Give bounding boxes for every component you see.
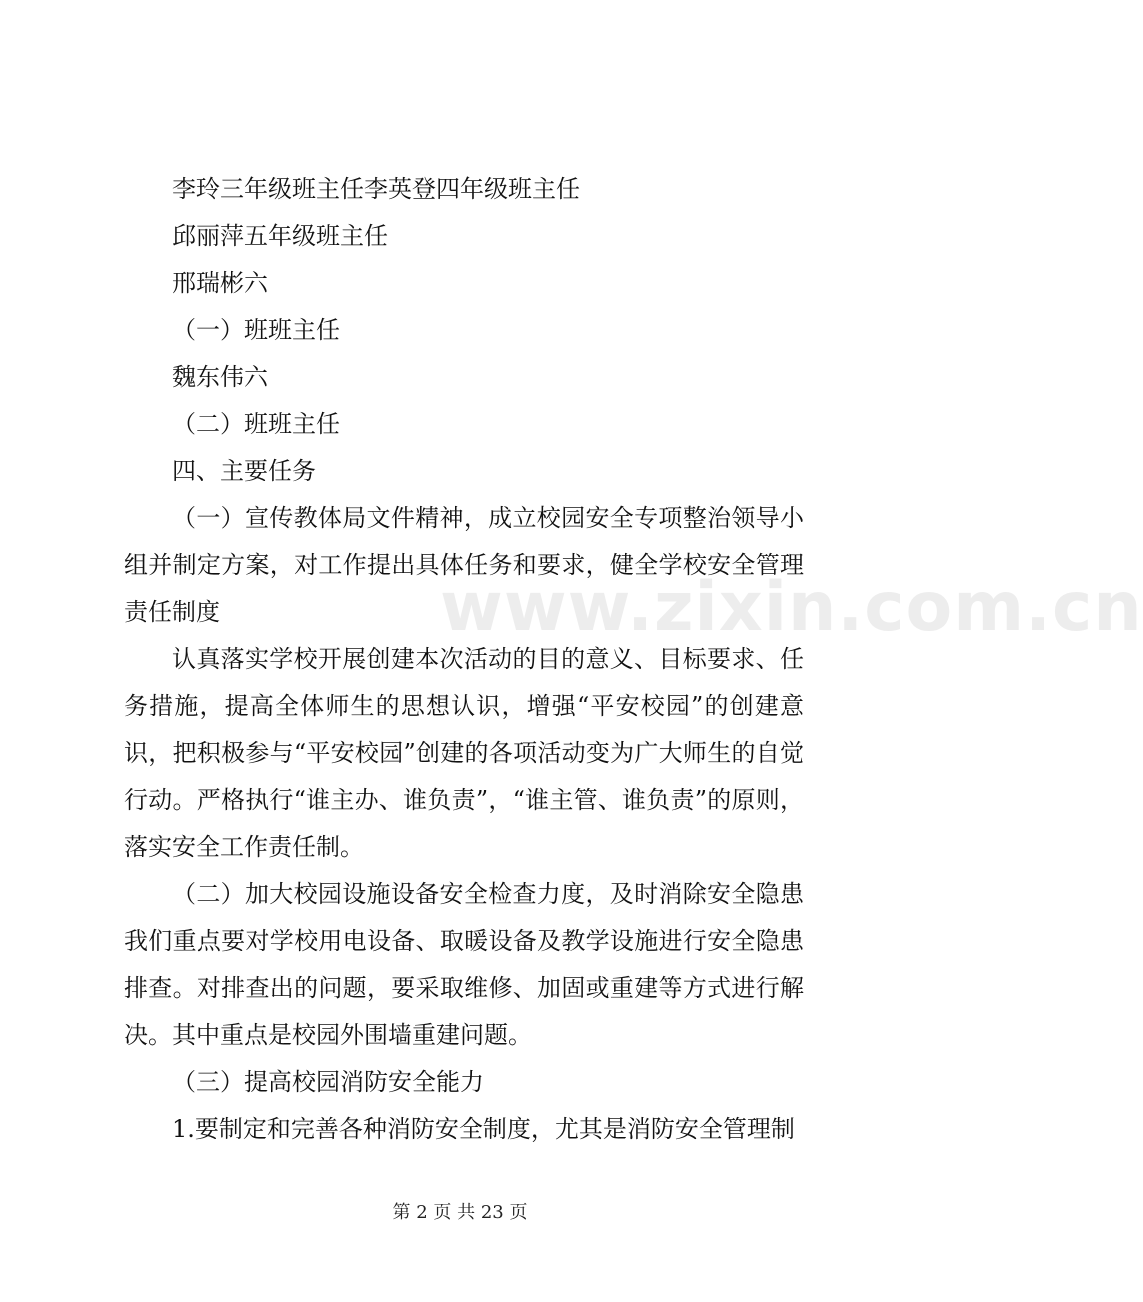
text-line-teachers-3: 邢瑞彬六 <box>172 269 268 297</box>
text-line-teachers-2: 邱丽萍五年级班主任 <box>172 222 388 250</box>
section-heading-fire-safety: （三）提高校园消防安全能力 <box>172 1068 484 1096</box>
text-line-teachers-6: （二）班班主任 <box>172 410 340 438</box>
document-body <box>124 166 804 1153</box>
watermark: www.zixin.com.cn <box>440 568 1143 647</box>
text-line-item-1: 1.要制定和完善各种消防安全制度，尤其是消防安全管理制 <box>172 1115 795 1143</box>
text-line-teachers-5: 魏东伟六 <box>172 363 268 391</box>
text-line-teachers-1: 李玲三年级班主任李英登四年级班主任 <box>172 175 580 203</box>
text-line-teachers-4: （一）班班主任 <box>172 316 340 344</box>
paragraph-task-1: （一）宣传教体局文件精神，成立校园安全专项整治领导小组并制定方案，对工作提出具体任务和要求，健全学校安全管理责任制度 <box>124 504 804 626</box>
paragraph-responsibility: 认真落实学校开展创建本次活动的目的意义、目标要求、任务措施，提高全体师生的思想认识，增强“平安校园”的创建意识，把积极参与“平安校园”创建的各项活动变为广大师生的自觉行动。严格执行“谁主办、谁负责”，“谁主管、谁负责”的原则，落实安全工作责任制。 <box>124 645 804 861</box>
section-heading-main-tasks: 四、主要任务 <box>172 457 316 485</box>
page-footer: 第 2 页 共 23 页 <box>392 1202 528 1223</box>
paragraph-task-2: （二）加大校园设施设备安全检查力度，及时消除安全隐患我们重点要对学校用电设备、取暖设备及教学设施进行安全隐患排查。对排查出的问题，要采取维修、加固或重建等方式进行解决。其中重点是校园外围墙重建问题。 <box>124 880 804 1049</box>
